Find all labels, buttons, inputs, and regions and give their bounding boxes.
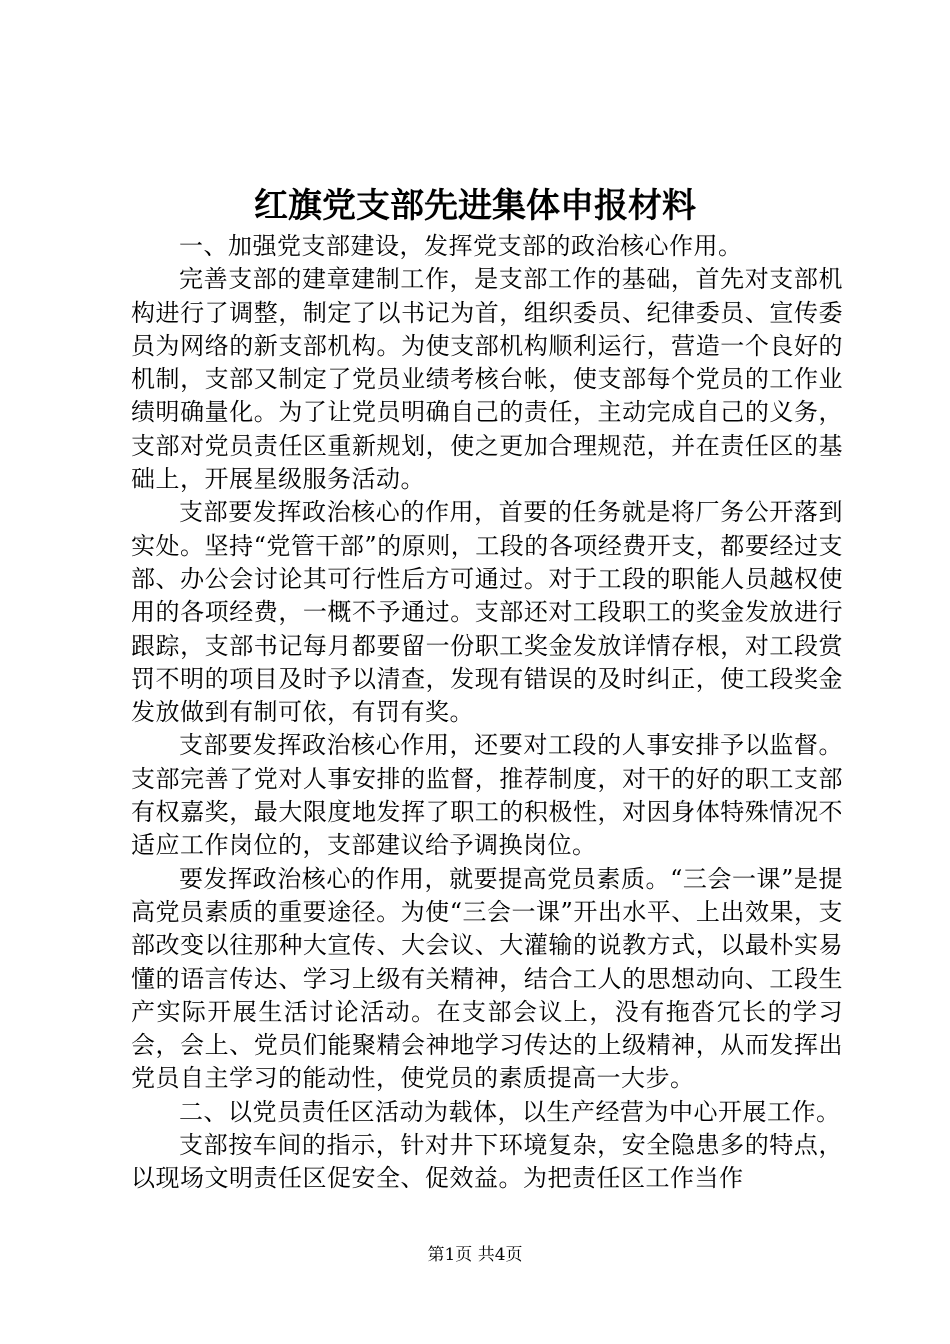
paragraph: 支部要发挥政治核心的作用，首要的任务就是将厂务公开落到实处。坚持“党管干部”的原则，工段的各项经费开支，都要经过支部、办公会讨论其可行性后方可通过。对于工段的职能人员越权使用的各项经费，一概不予通过。支部还对工段职工的奖金发放进行跟踪，支部书记每月都要留一份职工奖金发放详情存根，对工段赏罚不明的项目及时予以清查，发现有错误的及时纠正，使工段奖金发放做到有制可依，有罚有奖。 xyxy=(131,498,843,727)
paragraph: 完善支部的建章建制工作，是支部工作的基础，首先对支部机构进行了调整，制定了以书记为首，组织委员、纪律委员、宣传委员为网络的新支部机构。为使支部机构顺利运行，营造一个良好的机制，支部又制定了党员业绩考核台帐，使支部每个党员的工作业绩明确量化。为了让党员明确自己的责任，主动完成自己的义务，支部对党员责任区重新规划，使之更加合理规范，并在责任区的基础上，开展星级服务活动。 xyxy=(131,265,843,494)
paragraph: 支部按车间的指示，针对井下环境复杂，安全隐患多的特点，以现场文明责任区促安全、促效益。为把责任区工作当作 xyxy=(131,1131,843,1193)
document-body xyxy=(131,230,843,1196)
section-heading-2: 二、以党员责任区活动为载体，以生产经营为中心开展工作。 xyxy=(179,1097,841,1126)
paragraph: 支部要发挥政治核心作用，还要对工段的人事安排予以监督。支部完善了党对人事安排的监督，推荐制度，对干的好的职工支部有权嘉奖，最大限度地发挥了职工的积极性，对因身体特殊情况不适应工作岗位的，支部建议给予调换岗位。 xyxy=(131,731,843,860)
document-title: 红旗党支部先进集体申报材料 xyxy=(254,186,696,226)
paragraph: 要发挥政治核心的作用，就要提高党员素质。“三会一课”是提高党员素质的重要途径。为使“三会一课”开出水平、上出效果，支部改变以往那种大宣传、大会议、大灌输的说教方式，以最朴实易懂的语言传达、学习上级有关精神，结合工人的思想动向、工段生产实际开展生活讨论活动。在支部会议上，没有拖沓冗长的学习会，会上、党员们能聚精会神地学习传达的上级精神，从而发挥出党员自主学习的能动性，使党员的素质提高一大步。 xyxy=(131,864,843,1093)
page-footer: 第1页 共4页 xyxy=(427,1245,523,1265)
section-heading-1: 一、加强党支部建设，发挥党支部的政治核心作用。 xyxy=(179,232,743,260)
